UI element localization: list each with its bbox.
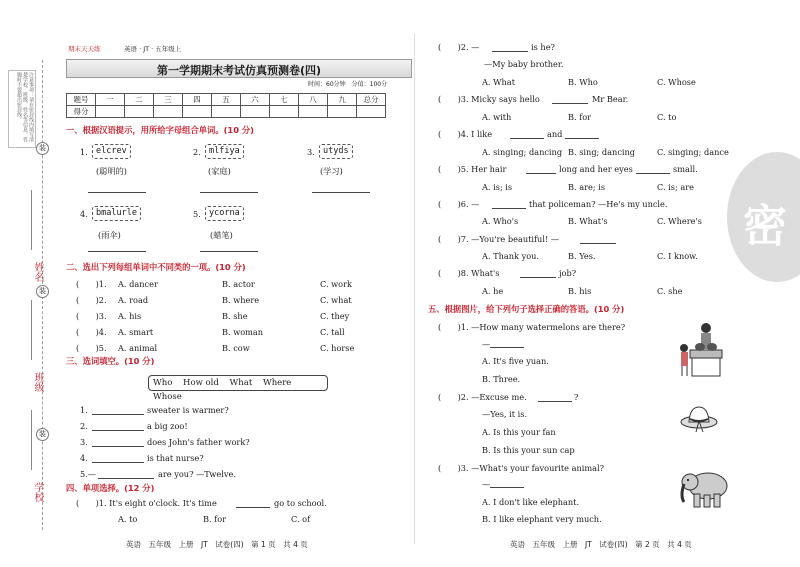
word-bank-item: Where	[262, 378, 292, 388]
question-number: ( )3.	[76, 311, 107, 321]
option-c[interactable]: C. to	[657, 112, 677, 122]
answer-text: —Yes, it is.	[482, 409, 528, 419]
option-b[interactable]: B. actor	[222, 279, 255, 289]
question-text: ( )2. —	[438, 42, 480, 52]
score-header-cell: 七	[270, 94, 299, 106]
option-a[interactable]: A. singing; dancing	[482, 147, 563, 157]
score-cell[interactable]	[357, 106, 386, 118]
question-text: job?	[559, 268, 577, 278]
option-c[interactable]: C. is; are	[657, 182, 694, 192]
answer-blank[interactable]	[565, 138, 599, 139]
option-a[interactable]: A. It's five yuan.	[482, 356, 549, 366]
word-bank-item: Whose	[153, 392, 182, 402]
chinese-hint: (学习)	[320, 166, 343, 176]
option-c[interactable]: C. horse	[320, 343, 355, 353]
letter-box: mlfiya	[205, 144, 244, 159]
question-text: ( )8. What's	[438, 268, 500, 278]
question-text: ( )3. Micky says hello	[438, 94, 540, 104]
question-number: ( )2.	[76, 295, 107, 305]
question-text: long and her eyes	[559, 164, 633, 174]
title-bar	[66, 59, 412, 78]
option-b[interactable]: B. sing; dancing	[568, 147, 636, 157]
seal-watermark-text: 密	[743, 201, 787, 252]
gutter-label-school: 学校	[32, 482, 43, 502]
binding-hole: 装	[36, 428, 49, 441]
option-c[interactable]: C. singing; dance	[657, 147, 729, 157]
option-b[interactable]: B. Yes.	[568, 251, 596, 261]
answer-blank[interactable]	[92, 414, 144, 415]
score-header-cell: 一	[96, 94, 125, 106]
letter-box: utyds	[319, 144, 353, 159]
score-header-cell: 五	[212, 94, 241, 106]
option-a[interactable]: A. his	[118, 311, 142, 321]
question-text: ( )2. —Excuse me.	[438, 392, 527, 402]
answer-dash: —	[482, 339, 491, 349]
binding-hole: 装	[36, 142, 49, 155]
q-number: 5.—	[80, 469, 96, 479]
answer-blank[interactable]	[552, 103, 588, 104]
score-cell[interactable]	[154, 106, 183, 118]
section-5-heading: 五、根据图片，给下列句子选择正确的答语。(10 分)	[428, 304, 625, 314]
score-label-cell: 得分	[67, 106, 96, 118]
option-b[interactable]: B. Is this your sun cap	[482, 445, 575, 455]
question-text: that policeman? —He's my uncle.	[529, 199, 668, 209]
score-header-cell: 三	[154, 94, 183, 106]
answer-blank[interactable]	[510, 138, 544, 139]
score-header-cell: 二	[125, 94, 154, 106]
word-bank	[148, 375, 328, 402]
notes-box: 注意事项：请在密封线内填写清楚学校、班级、姓名等信息，答题时不要超出密封线。	[8, 70, 36, 148]
q-number: 1.	[80, 147, 88, 157]
chinese-hint: (聪明的)	[96, 166, 127, 176]
answer-blank[interactable]	[98, 478, 154, 479]
option-c[interactable]: C. Where's	[657, 216, 702, 226]
option-a[interactable]: A. he	[482, 286, 504, 296]
score-cell[interactable]	[212, 106, 241, 118]
question-text: is he?	[531, 42, 555, 52]
sun-hat-picture	[680, 402, 718, 436]
question-text: Mr Bear.	[592, 94, 629, 104]
option-c[interactable]: C. they	[320, 311, 350, 321]
section-4-heading: 四、单项选择。(12 分)	[66, 483, 155, 493]
option-c[interactable]: C. what	[320, 295, 352, 305]
score-cell[interactable]	[299, 106, 328, 118]
option-a[interactable]: A. Thank you.	[482, 251, 540, 261]
option-c[interactable]: C. I know.	[657, 251, 698, 261]
question-text: ( )3. —What's your favourite animal?	[438, 463, 605, 473]
letter-box: elcrev	[92, 144, 131, 159]
q-number: 2.	[193, 147, 201, 157]
option-b[interactable]: B. where	[222, 295, 260, 305]
page-divider	[414, 34, 415, 544]
question-mark: ?	[574, 392, 579, 402]
question-number: ( )1.	[76, 279, 107, 289]
question-text: small.	[673, 164, 698, 174]
score-cell[interactable]	[125, 106, 154, 118]
option-b[interactable]: B. I like elephant very much.	[482, 514, 602, 524]
option-b[interactable]: B. cow	[222, 343, 250, 353]
answer-blank[interactable]	[92, 430, 144, 431]
chinese-hint: (蜡笔)	[210, 230, 233, 240]
answer-blank[interactable]	[490, 347, 524, 348]
series-name: 期末天天练	[68, 45, 101, 53]
answer-line[interactable]	[88, 192, 146, 193]
gutter-label-name: 姓名	[32, 262, 43, 282]
option-a[interactable]: A. road	[118, 295, 149, 305]
score-header-cell: 题号	[67, 94, 96, 106]
watermelon-stall-picture	[676, 320, 726, 380]
option-b[interactable]: B. for	[568, 112, 592, 122]
option-c[interactable]: C. Whose	[657, 77, 696, 87]
answer-blank[interactable]	[520, 277, 556, 278]
score-cell[interactable]	[183, 106, 212, 118]
score-header-cell: 九	[328, 94, 357, 106]
score-header-cell: 四	[183, 94, 212, 106]
section-1-heading: 一、根据汉语提示，用所给字母组合单词。(10 分)	[66, 125, 254, 135]
answer-line[interactable]	[88, 251, 146, 252]
question-text: go to school.	[274, 498, 327, 508]
binding-gutter	[0, 0, 62, 567]
option-c[interactable]: C. work	[320, 279, 352, 289]
score-table	[66, 93, 386, 118]
option-b[interactable]: B. are; is	[568, 182, 606, 192]
answer-dash: —	[482, 479, 491, 489]
question-text: ( )4. I like	[438, 129, 493, 139]
answer-blank[interactable]	[236, 507, 270, 508]
option-c[interactable]: C. tall	[320, 327, 345, 337]
score-header-cell: 八	[299, 94, 328, 106]
letter-box: ycorna	[205, 206, 244, 221]
question-text: a big zoo!	[147, 421, 188, 431]
question-text: and	[547, 129, 563, 139]
option-a[interactable]: A. is; is	[482, 182, 513, 192]
question-text: ( )7. —You're beautiful! —	[438, 234, 560, 244]
section-3-heading: 三、选词填空。(10 分)	[66, 356, 155, 366]
question-text: is that nurse?	[147, 453, 204, 463]
q-number: 5.	[193, 209, 201, 219]
answer-blank[interactable]	[92, 446, 144, 447]
q-number: 2.	[80, 421, 88, 431]
question-text: ( )1. It's eight o'clock. It's time	[76, 498, 217, 508]
score-cell[interactable]	[328, 106, 357, 118]
option-b[interactable]: B. for	[203, 514, 227, 524]
time-score-info: 时间：60分钟 分值：100分	[308, 81, 388, 88]
option-b[interactable]: B. Who	[568, 77, 598, 87]
answer-blank[interactable]	[636, 173, 670, 174]
word-bank-item: What	[229, 378, 253, 388]
option-a[interactable]: A. Who's	[482, 216, 519, 226]
option-a[interactable]: A. Is this your fan	[482, 427, 556, 437]
question-text: ( )6. —	[438, 199, 480, 209]
word-bank-item: Who	[153, 378, 173, 388]
answer-blank[interactable]	[92, 462, 144, 463]
question-text: ( )1. —How many watermelons are there?	[438, 322, 626, 332]
name-line	[31, 190, 32, 250]
book-sub: 英语 · JT · 五年级上	[124, 45, 182, 53]
option-b[interactable]: B. Three.	[482, 374, 521, 384]
answer-blank[interactable]	[492, 51, 528, 52]
score-cell[interactable]	[96, 106, 125, 118]
option-a[interactable]: A. smart	[118, 327, 154, 337]
option-a[interactable]: A. What	[482, 77, 515, 87]
q-number: 3.	[80, 437, 88, 447]
q-number: 1.	[80, 405, 88, 415]
score-cell[interactable]	[270, 106, 299, 118]
word-bank-item: How old	[183, 378, 219, 388]
option-b[interactable]: B. woman	[222, 327, 264, 337]
answer-blank[interactable]	[526, 173, 556, 174]
option-a[interactable]: A. animal	[118, 343, 158, 353]
letter-box: bmalurle	[92, 206, 141, 221]
question-text: does John's father work?	[147, 437, 250, 447]
question-text: sweater is warmer?	[147, 405, 229, 415]
answer-blank[interactable]	[580, 243, 616, 244]
answer-blank[interactable]	[538, 401, 572, 402]
score-header-cell: 总分	[357, 94, 386, 106]
q-number: 4.	[80, 209, 88, 219]
option-a[interactable]: A. I don't like elephant.	[482, 497, 580, 507]
answer-line[interactable]	[200, 251, 258, 252]
answer-blank[interactable]	[492, 208, 526, 209]
q-number: 3.	[307, 147, 315, 157]
gutter-label-class: 班级	[32, 372, 43, 392]
answer-line[interactable]	[200, 192, 258, 193]
footer-right: 英语 五年级 上册 JT 试卷(四) 第 2 页 共 4 页	[510, 540, 692, 549]
option-b[interactable]: B. his	[568, 286, 592, 296]
option-c[interactable]: C. of	[291, 514, 311, 524]
question-number: ( )4.	[76, 327, 107, 337]
q-number: 4.	[80, 453, 88, 463]
option-c[interactable]: C. she	[657, 286, 683, 296]
option-a[interactable]: A. to	[118, 514, 138, 524]
option-b[interactable]: B. she	[222, 311, 248, 321]
footer-left: 英语 五年级 上册 JT 试卷(四) 第 1 页 共 4 页	[126, 540, 308, 549]
answer-blank[interactable]	[490, 487, 524, 488]
school-line	[31, 410, 32, 470]
class-line	[31, 300, 32, 360]
chinese-hint: (家庭)	[208, 166, 231, 176]
option-b[interactable]: B. What's	[568, 216, 608, 226]
answer-text: —My baby brother.	[484, 59, 564, 69]
score-header-cell: 六	[241, 94, 270, 106]
option-a[interactable]: A. dancer	[118, 279, 158, 289]
section-2-heading: 二、选出下列每组单词中不同类的一项。(10 分)	[66, 262, 246, 272]
answer-line[interactable]	[312, 192, 370, 193]
option-a[interactable]: A. with	[482, 112, 512, 122]
score-cell[interactable]	[241, 106, 270, 118]
question-text: are you? —Twelve.	[158, 469, 236, 479]
page-title: 第一学期期末考试仿真预测卷(四)	[156, 64, 322, 77]
question-text: ( )5. Her hair	[438, 164, 507, 174]
binding-hole: 装	[36, 285, 49, 298]
question-number: ( )5.	[76, 343, 107, 353]
elephant-picture	[680, 468, 732, 510]
chinese-hint: (雨伞)	[98, 230, 121, 240]
